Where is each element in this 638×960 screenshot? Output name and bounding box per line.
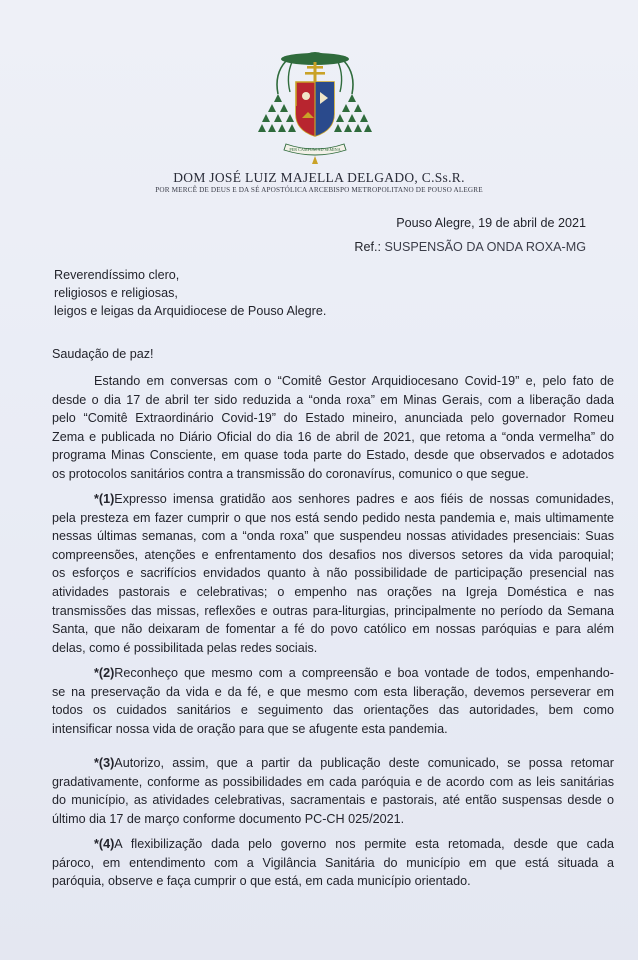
item-line: os esforços e sacrifícios envidados quanto à não possibilidade de participação presencial nas — [52, 566, 614, 581]
letter-reference — [354, 238, 586, 257]
archbishop-coat-of-arms-icon — [256, 44, 374, 168]
archbishop-title: POR MERCÊ DE DEUS E DA SÉ APOSTÓLICA ARCEBISPO METROPOLITANO DE POUSO ALEGRE — [155, 186, 483, 194]
item-3-paragraph — [52, 754, 614, 828]
intro-line: programa Minas Consciente, em quase toda parte do Estado, desde que observados e adotados — [52, 448, 614, 463]
intro-line: Zema e publicada no Diário Oficial do dia 16 de abril de 2021, que retoma a “onda vermelha” do — [52, 429, 614, 444]
intro-line: os protocolos sanitários contra a transmissão do coronavírus, comunico o que segue. — [52, 466, 529, 481]
item-first-line: Expresso imensa gratidão aos senhores padres e aos fiéis de nossas comunidades, — [114, 492, 614, 506]
item-number: *(2) — [94, 666, 115, 680]
reference-text: SUSPENSÃO DA ONDA ROXA-MG — [384, 240, 586, 254]
intro-paragraph — [52, 372, 614, 484]
item-line: transmissões das missas, reflexões e outras para-liturgias, principalmente no período da Semana — [52, 603, 614, 618]
intro-line: pelo “Comitê Extraordinário Covid-19” do Estado mineiro, anunciada pelo governador Romeu — [52, 411, 614, 426]
addressee-line: Reverendíssimo clero, — [54, 268, 180, 282]
item-first-line: Autorizo, assim, que a partir da publicação deste comunicado, se possa retomar — [114, 756, 614, 770]
crest-motto: PER CAMPUM AD SEMINA — [289, 147, 341, 153]
item-first-line: A flexibilização dada pelo governo nos permite esta retomada, desde que cada — [114, 837, 614, 851]
item-line: gradativamente, conforme as possibilidades em cada paróquia e de acordo com as leis sanitárias — [52, 774, 614, 789]
item-line: pela presteza em fazer cumprir o que nos está sendo pedido nesta pandemia e, mais ultimamente — [52, 510, 614, 525]
item-line: paróquia, observe e faça cumprir o que está, em cada município orientado. — [52, 874, 471, 889]
archbishop-name: DOM JOSÉ LUIZ MAJELLA DELGADO, C.Ss.R. — [173, 170, 465, 185]
item-line: se na preservação da vida e da fé, e que mesmo com esta liberação, devemos perseverar em — [52, 684, 614, 699]
item-line: nessas últimas semanas, com a “onda roxa” que suspendeu nossas atividades presenciais: Suas — [52, 529, 614, 544]
item-first-line: Reconheço que mesmo com a compreensão e boa vontade de todos, empenhando- — [114, 666, 614, 680]
item-line: todos os cuidados sanitários e seguimento das orientações das autoridades, bem como — [52, 703, 614, 718]
letter-date: Pouso Alegre, 19 de abril de 2021 — [396, 216, 586, 230]
item-line: delas, como é possibilitada pelas redes sociais. — [52, 640, 318, 655]
item-number: *(4) — [94, 837, 115, 851]
item-number: *(1) — [94, 492, 115, 506]
addressee-line: leigos e leigas da Arquidiocese de Pouso Alegre. — [54, 304, 327, 318]
item-number: *(3) — [94, 756, 115, 770]
item-line: pároco, em entendimento com a Vigilância Sanitária do município em que está situada a — [52, 855, 614, 870]
item-line: compreensões, atenções e enfrentamento dos desafios nos diversos setores da vida paroquial; — [52, 547, 614, 562]
item-4-paragraph — [52, 835, 614, 891]
intro-line: desde o dia 17 de abril ter sido reduzida a “onda roxa” em Minas Gerais, com a liberação dada — [52, 392, 614, 407]
item-line: último dia 17 de março conforme documento PC-CH 025/2021. — [52, 811, 405, 826]
addressees — [54, 266, 614, 320]
addressee-line: religiosos e religiosas, — [54, 286, 178, 300]
item-line: do município, as atividades celebrativas, sacramentais e pastorais, até então suspensas desde o — [52, 793, 614, 808]
item-line: Santa, que não deixaram de fomentar a fé do povo católico em nossas paróquias e para além — [52, 622, 614, 637]
greeting: Saudação de paz! — [52, 347, 154, 361]
intro-line: Estando em conversas com o “Comitê Gestor Arquidiocesano Covid-19” e, pelo fato de — [94, 374, 614, 388]
item-2-paragraph — [52, 664, 614, 738]
item-line: atividades pastorais e celebrativas; o empenho nas orações na Igreja Doméstica e nas — [52, 584, 614, 599]
item-1-paragraph — [52, 490, 614, 657]
reference-label: Ref.: — [354, 240, 381, 254]
item-line: intensificar nossa vida de oração para que se afugente esta pandemia. — [52, 721, 448, 736]
